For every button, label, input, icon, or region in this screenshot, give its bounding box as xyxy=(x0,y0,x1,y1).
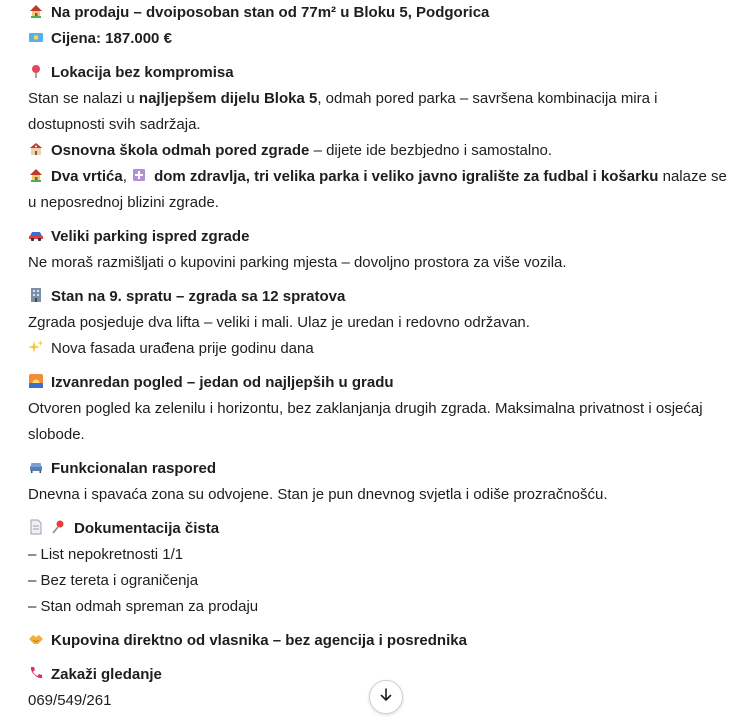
pushpin-icon xyxy=(51,519,67,535)
facade-text: Nova fasada urađena prije godinu dana xyxy=(51,340,314,357)
parking-heading: Veliki parking ispred zgrade xyxy=(51,228,250,245)
docs-item: – Bez tereta i ograničenja xyxy=(28,572,199,589)
location-heading: Lokacija bez kompromisa xyxy=(51,64,234,81)
dom-zdravlja-bold: dom zdravlja xyxy=(154,168,246,185)
layout-text: Dnevna i spavaća zona su odvojene. Stan je pun dnevnog svjetla i odiše prozračnošću. xyxy=(28,486,608,503)
price-line xyxy=(28,26,728,52)
location-paragraph xyxy=(28,86,728,138)
location-text-c: , odmah pored parka – savršena kombinacija mira i dostupnosti svih sadržaja. xyxy=(28,90,658,133)
docs-item: – List nepokretnosti 1/1 xyxy=(28,546,184,563)
amenities-text: nalaze se u neposrednoj blizini zgrade. xyxy=(28,168,727,211)
handshake-icon xyxy=(28,631,44,647)
owner-heading-line xyxy=(28,628,728,654)
layout-heading: Funkcionalan raspored xyxy=(51,460,217,477)
pin-icon xyxy=(28,63,44,79)
floor-heading-line xyxy=(28,284,728,310)
location-text-a: Stan se nalazi u xyxy=(28,90,139,107)
location-text-bold: najljepšem dijelu Bloka 5 xyxy=(138,90,318,107)
school-line xyxy=(28,138,728,164)
docs-heading: Dokumentacija čista xyxy=(74,520,220,537)
vrtic-sep: , xyxy=(122,168,132,185)
school-bold: Osnovna škola odmah pored zgrade xyxy=(51,142,310,159)
facade-line xyxy=(28,336,728,362)
view-heading: Izvanredan pogled – jedan od najljepših u gradu xyxy=(51,374,394,391)
phone-number[interactable]: 069/549/261 xyxy=(28,692,112,709)
price: Cijena: 187.000 € xyxy=(51,30,172,47)
building-icon xyxy=(28,287,44,303)
sunrise-icon xyxy=(28,373,44,389)
listing-post xyxy=(28,0,728,714)
floor-heading: Stan na 9. spratu – zgrada sa 12 spratova xyxy=(51,288,346,305)
scroll-down-button[interactable] xyxy=(369,680,403,714)
docs-item: – Stan odmah spreman za prodaju xyxy=(28,598,259,615)
viewing-heading: Zakaži gledanje xyxy=(51,666,162,683)
amenities-paragraph xyxy=(28,164,728,216)
docs-heading-line xyxy=(28,516,728,542)
document-icon xyxy=(28,519,44,535)
banknote-icon xyxy=(28,29,44,45)
house-icon xyxy=(28,167,44,183)
parking-heading-line xyxy=(28,224,728,250)
location-heading-line xyxy=(28,60,728,86)
parks-bold: , tri velika parka i veliko javno igralište za fudbal i košarku xyxy=(245,168,659,185)
car-icon xyxy=(28,227,44,243)
school-text: – dijete ide bezbjedno i samostalno. xyxy=(309,142,553,159)
sofa-icon xyxy=(28,459,44,475)
view-heading-line xyxy=(28,370,728,396)
view-text: Otvoren pogled ka zelenilu i horizontu, bez zaklanjanja drugih zgrada. Maksimalna privatnost i osjećaj slobode. xyxy=(28,400,703,443)
title-line xyxy=(28,0,728,26)
parking-text: Ne moraš razmišljati o kupovini parking mjesta – dovoljno prostora za više vozila. xyxy=(28,254,567,271)
listing-title: Na prodaju – dvoiposoban stan od 77m² u Bloku 5, Podgorica xyxy=(51,4,490,21)
hospital-icon xyxy=(131,167,147,183)
house-icon xyxy=(28,3,44,19)
phone-icon xyxy=(28,665,44,681)
vrtic-bold: Dva vrtića xyxy=(51,168,123,185)
sparkles-icon xyxy=(28,339,44,355)
arrow-down-icon xyxy=(378,687,394,708)
owner-heading: Kupovina direktno od vlasnika – bez agencija i posrednika xyxy=(51,632,467,649)
school-icon xyxy=(28,141,44,157)
layout-heading-line xyxy=(28,456,728,482)
elevator-text: Zgrada posjeduje dva lifta – veliki i mali. Ulaz je uredan i redovno održavan. xyxy=(28,314,530,331)
